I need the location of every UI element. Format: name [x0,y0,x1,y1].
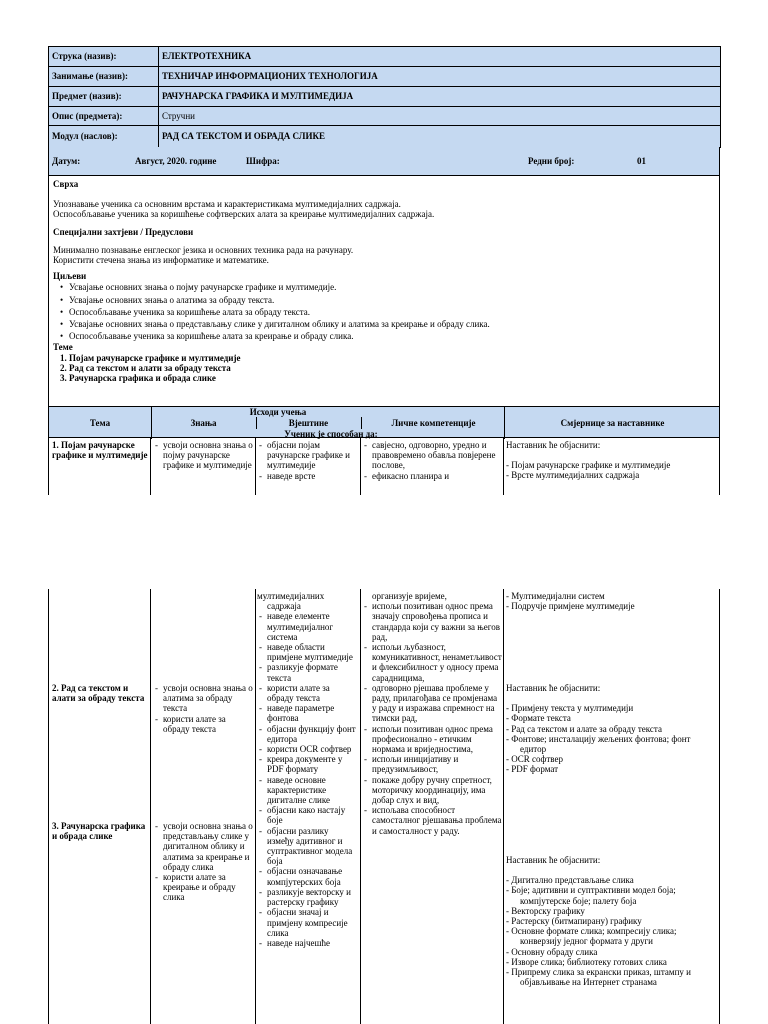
goal-item: • Усвајање основних знања о појму рачунарске графике и мултимедије. [69,282,715,292]
date-label: Датум: [52,156,81,166]
guide-item: - Мултимедијални систем [506,591,605,601]
guide-item: - Рад са текстом и алате за обраду текста [506,723,662,734]
competence-item: - испољи позитиван однос према значају спровођења прописа и стандарда који су важни за његов рад, [362,601,502,642]
row1-knowledge [153,440,253,471]
field-label: Занимање (назив): [49,67,159,87]
theme-item: 2. Рад са текстом и алати за обраду текста [69,363,715,373]
ordinal-label: Редни број: [528,156,575,166]
guide-intro: Наставник ће објаснити: [506,440,601,450]
field-value: ЕЛЕКТРОТЕХНИКА [159,47,721,67]
knowledge-item: - користи алате за креирање и обраду слика [153,872,253,903]
purpose-line: Упознавање ученика са основним врстама и карактеристикама мултимедијалних садржаја. [53,199,401,210]
competence-item: - савјесно, одговорно, уредно и правовремено обавља повјерене послове, [362,440,502,471]
competence-item: организује вријеме, [372,591,447,601]
guide-item: - Подручје примјене мултимедије [506,601,635,612]
theme-item: 1. Појам рачунарске графике и мултимедије [69,353,715,363]
guide-item: - Припрему слика за екрански приказ, штампу и [506,967,691,978]
row3-guidelines [506,855,720,987]
guide-item: - PDF формат [506,764,559,775]
competence-item: - покаже добру ручну спретност, моторичку координацију, има добар слух и вид, [362,775,502,806]
code-label: Шифра: [246,156,280,166]
field-value: Стручни [159,107,721,126]
date-value: Август, 2020. године [135,156,217,166]
skill-item: - наведе врсте [257,471,359,481]
purpose-title: Сврха [53,179,79,189]
skills-continued [257,591,357,948]
guide-item: - Основну обраду слика [506,946,598,957]
prereq-title: Специјални захтјеви / Предуслови [53,226,194,237]
competence-item: - испољи позитиван однос према професионално - етичким нормама и вриједностима, [362,724,502,755]
themes-title: Теме [53,342,73,353]
guide-item: - Фонтове; инсталацију жељених фонтова; фонт [506,733,691,744]
field-label: Опис (предмета): [49,107,159,126]
module-description [48,176,720,406]
col-knowledge-header: Знања [190,418,217,428]
col-skills-header: Вјештине [288,418,329,428]
guide-item: - Примјену текста у мултимедији [506,703,634,714]
col-competences-header: Личне компетенције [391,418,476,428]
knowledge-item: - усвоји основна знања о алатима за обраду текста [153,683,253,714]
ordinal-value: 01 [637,156,646,166]
skill-item: - наведе параметре фонтова [257,703,357,723]
guide-item: - Основне формате слика; компресију слика; [506,926,677,937]
knowledge-item: - усвоји основна знања о представљању слике у дигиталном облику и алатима за креирање и обраду слика [153,821,253,872]
field-label: Струка (назив): [49,47,159,67]
col-outcomes-header: Исходи учења [249,407,307,417]
knowledge-item: - користи алате за обраду текста [153,714,253,734]
module-header-table [48,46,721,148]
goal-item: • Усвајање основних знања о алатима за обраду текста. [69,295,715,305]
outcomes-table-part2 [48,589,720,1024]
skill-item: - објасни значај и примјену компресије слика [257,907,357,938]
theme-item: 3. Рачунарска графика и обрада слике [69,373,715,383]
field-label: Предмет (назив): [49,87,159,107]
goal-item: • Усвајање основних знања о представљању слике у дигиталном облику и алатима за креирање и обраду слика. [69,319,715,329]
skill-item: - наведе најчешће [257,938,357,948]
field-value: ТЕХНИЧАР ИНФОРМАЦИОНИХ ТЕХНОЛОГИЈА [159,67,721,87]
guide-item: - Дигитално представљање слика [506,875,634,886]
row1-theme: 1. Појам рачунарске графике и мултимедије [52,440,148,461]
student-able-label: Ученик је способан да: [284,429,378,439]
field-value: РАЧУНАРСКА ГРАФИКА И МУЛТИМЕДИЈА [159,87,721,107]
row1-skills [257,440,359,481]
competence-item: - одговорно рјешава проблеме у раду, прилагођава се промјенама у раду и изражава спремност на тимски рад, [362,683,502,724]
competence-item: - испољи иницијативу и предузимљивост, [362,754,502,774]
prereq-line: Минимално познавање енглеског језика и основних техника рада на рачунару. [53,244,354,255]
skill-item: - објасни појам рачунарске графике и мултимедије [257,440,359,471]
row2-guidelines [506,683,720,775]
outcomes-table-header [48,406,720,438]
guide-item: објављивање на Интернет странама [520,977,657,988]
row2-theme: 2. Рад са текстом и алати за обраду текста [52,683,145,704]
skill-item: - објасни како настају боје [257,805,357,825]
goals-list [53,282,715,341]
skill-item: - наведе елементе мултимедијалног система [257,611,357,642]
field-value: РАД СА ТЕКСТОМ И ОБРАДА СЛИКЕ [159,126,721,148]
row1-competences [362,440,502,481]
skill-item: - наведе основне карактеристике дигиталне слике [257,775,357,806]
skill-item: - објасни означавање компјутерских боја [257,866,357,886]
guide-item: - Векторску графику [506,905,585,916]
row1-guidelines [506,440,718,481]
col-theme-header: Тема [89,418,111,428]
skill-item: - користи алате за обраду текста [257,683,357,703]
competence-item: - испољава способност самосталног рјешавања проблема и самосталност у раду. [362,805,502,836]
knowledge-item: - усвоји основна знања о појму рачунарске графике и мултимедије [153,440,253,471]
skill-item: мултимедијалних садржаја [257,591,325,612]
skill-item: - наведе области примјене мултимедије [257,642,357,662]
guide-item: - Врсте мултимедијалних садржаја [506,470,640,481]
guide-item: - Боје; адитивни и суптрактивни модел боја; [506,885,676,896]
competence-item: - испољи љубазност, комуникативност, ненаметљивост и флексибилност у односу према сарадницима, [362,642,502,683]
goal-item: • Оспособљавање ученика за коришћење алата за креирање и обраду слика. [69,331,715,341]
guidelines-continued [506,591,718,611]
guide-item: едитор [520,744,547,755]
skill-item: - разликује векторску и растерску графику [257,887,357,907]
guide-item: компјутерске боје; палету боја [520,895,637,906]
outcomes-table-part1 [48,438,720,495]
field-label: Модул (наслов): [49,126,159,148]
skill-item: - разликује формате текста [257,662,357,682]
guide-item: - Изворе слика; библиотеку готових слика [506,956,667,967]
guide-intro: Наставник ће објаснити: [506,683,601,693]
date-row [48,147,720,176]
purpose-line: Оспособљавање ученика за коришћење софтверских алата за креирање мултимедијалних садржаја. [53,209,435,220]
guide-intro: Наставник ће објаснити: [506,855,601,865]
guide-item: - OCR софтвер [506,754,563,765]
col-guidelines-header: Смјернице за наставнике [560,418,665,428]
skill-item: - креира документе у PDF формату [257,754,357,774]
goals-title: Циљеви [53,271,87,282]
guide-item: - Формате текста [506,713,571,724]
goal-item: • Оспособљавање ученика за коришћење алата за обраду текста. [69,307,715,317]
row3-theme: 3. Рачунарска графика и обрада слике [52,821,146,842]
row3-knowledge [153,821,253,903]
guide-item: - Појам рачунарске графике и мултимедије [506,460,671,471]
skill-item: - објасни разлику између адитивног и суптрактивног модела боја [257,826,357,867]
competences-continued [362,591,502,836]
prereq-line: Користити стечена знања из информатике и математике. [53,255,269,266]
skill-item: - објасни функцију фонт едитора [257,724,357,744]
competence-item: - ефикасно планира и [362,471,502,481]
themes-list [53,353,715,384]
guide-item: - Растерску (битмапирану) графику [506,916,642,927]
skill-item: - користи OCR софтвер [257,744,357,754]
guide-item: конверзију једног формата у други [520,936,653,947]
row2-knowledge [153,683,253,734]
